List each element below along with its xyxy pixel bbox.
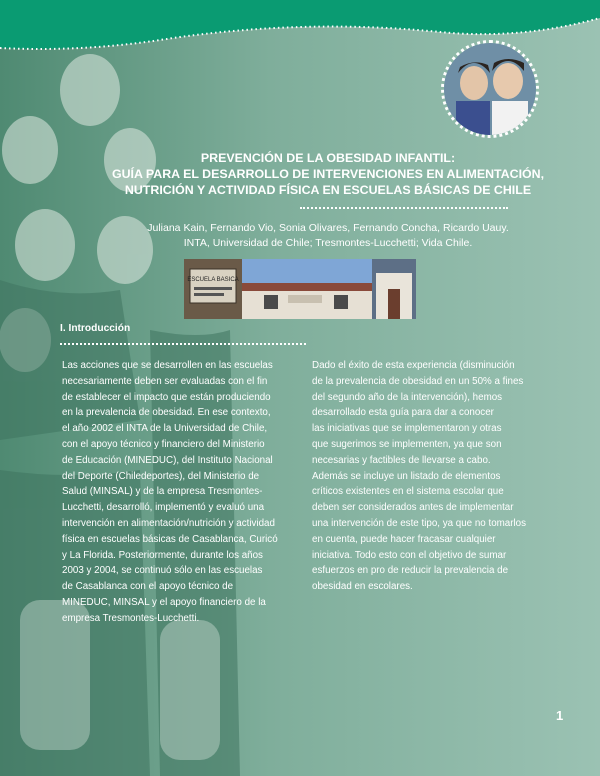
authors-block: [78, 221, 578, 251]
left-line: Lucchetti, desarrolló, implementó y evaluó una: [62, 502, 265, 514]
authors-line: Juliana Kain, Fernando Vio, Sonia Olivares, Fernando Concha, Ricardo Uauy.: [147, 222, 509, 234]
left-line: y La Florida. Posteriormente, durante los años: [62, 549, 263, 561]
section-heading-text: I. Introducción: [60, 323, 131, 334]
left-line: de Educación (MINEDUC), del Instituto Nacional: [62, 454, 273, 466]
right-line: Dado el éxito de esta experiencia (disminución: [312, 360, 515, 371]
right-line: que sugerimos se implementen, ya que son: [312, 438, 502, 450]
right-line: iniciativa. Todo esto con el objetivo de sumar: [312, 549, 507, 561]
left-line: empresa Tresmontes-Lucchetti.: [62, 612, 200, 624]
title-line-2: GUÍA PARA EL DESARROLLO DE INTERVENCIONES EN ALIMENTACIÓN,: [111, 167, 545, 181]
left-line: de establecer el impacto que están produciendo: [62, 391, 271, 403]
right-line: de la prevalencia de obesidad en un 50% a fines: [312, 375, 524, 387]
right-line: críticos existentes en el sistema escolar que: [312, 486, 504, 498]
left-line: Salud (MINSAL) y de la empresa Tresmontes-: [62, 486, 263, 498]
left-line: física en escuelas básicas de Casablanca, Curicó: [62, 533, 278, 545]
title-divider: [300, 207, 508, 212]
right-line: en cuenta, puede hacer fracasar cualquier: [312, 533, 496, 545]
school-sign-text: ESCUELA BASICA: [187, 277, 239, 283]
left-line: de Casablanca con el apoyo técnico de: [62, 581, 234, 593]
left-line: el año 2002 el INTA de la Universidad de Chile,: [62, 423, 268, 435]
document-title: [78, 150, 578, 198]
left-line: intervención en alimentación/nutrición y actividad: [62, 517, 275, 529]
school-photos-strip: [184, 259, 416, 319]
section-divider: [60, 343, 306, 345]
right-line: del segundo año de la intervención), hemos: [312, 391, 503, 403]
right-line: Además se incluye un listado de elementos: [312, 470, 501, 482]
right-line: deben ser considerados antes de implementar: [312, 502, 514, 514]
title-line-1: PREVENCIÓN DE LA OBESIDAD INFANTIL:: [200, 151, 456, 165]
section-heading: [60, 323, 308, 334]
page-number: 1: [556, 708, 564, 723]
affiliations-line: INTA, Universidad de Chile; Tresmontes-Lucchetti; Vida Chile.: [183, 237, 473, 249]
right-line: una intervención de este tipo, ya que no tomarlos: [312, 517, 527, 529]
right-line: esfuerzos en pro de reducir la prevalencia de: [312, 565, 509, 577]
left-line: MINEDUC, MINSAL y el apoyo financiero de la: [62, 596, 266, 608]
left-line: Las acciones que se desarrollen en las escuelas: [62, 360, 273, 371]
body-column-left: [62, 358, 298, 627]
body-column-right: [312, 358, 550, 595]
left-line: del Deporte (Chiledeportes), del Ministerio de: [62, 470, 260, 482]
right-line: obesidad en escolares.: [312, 581, 413, 593]
right-line: necesarias y factibles de llevarse a cabo.: [312, 454, 491, 466]
left-line: necesariamente deben ser evaluadas con el fin: [62, 375, 268, 387]
children-circle-photo: [441, 40, 539, 138]
left-line: en la prevalencia de obesidad. En ese contexto,: [62, 407, 271, 419]
left-line: 2003 y 2004, se continuó sólo en las escuelas: [62, 565, 263, 577]
left-line: con el apoyo técnico y financiero del Ministerio: [62, 438, 265, 450]
right-line: las iniciativas que se implementaron y otras: [312, 423, 502, 435]
right-line: desarrollado esta guía para dar a conocer: [312, 407, 494, 419]
title-line-3: NUTRICIÓN Y ACTIVIDAD FÍSICA EN ESCUELAS BÁSICAS DE CHILE: [124, 183, 532, 197]
